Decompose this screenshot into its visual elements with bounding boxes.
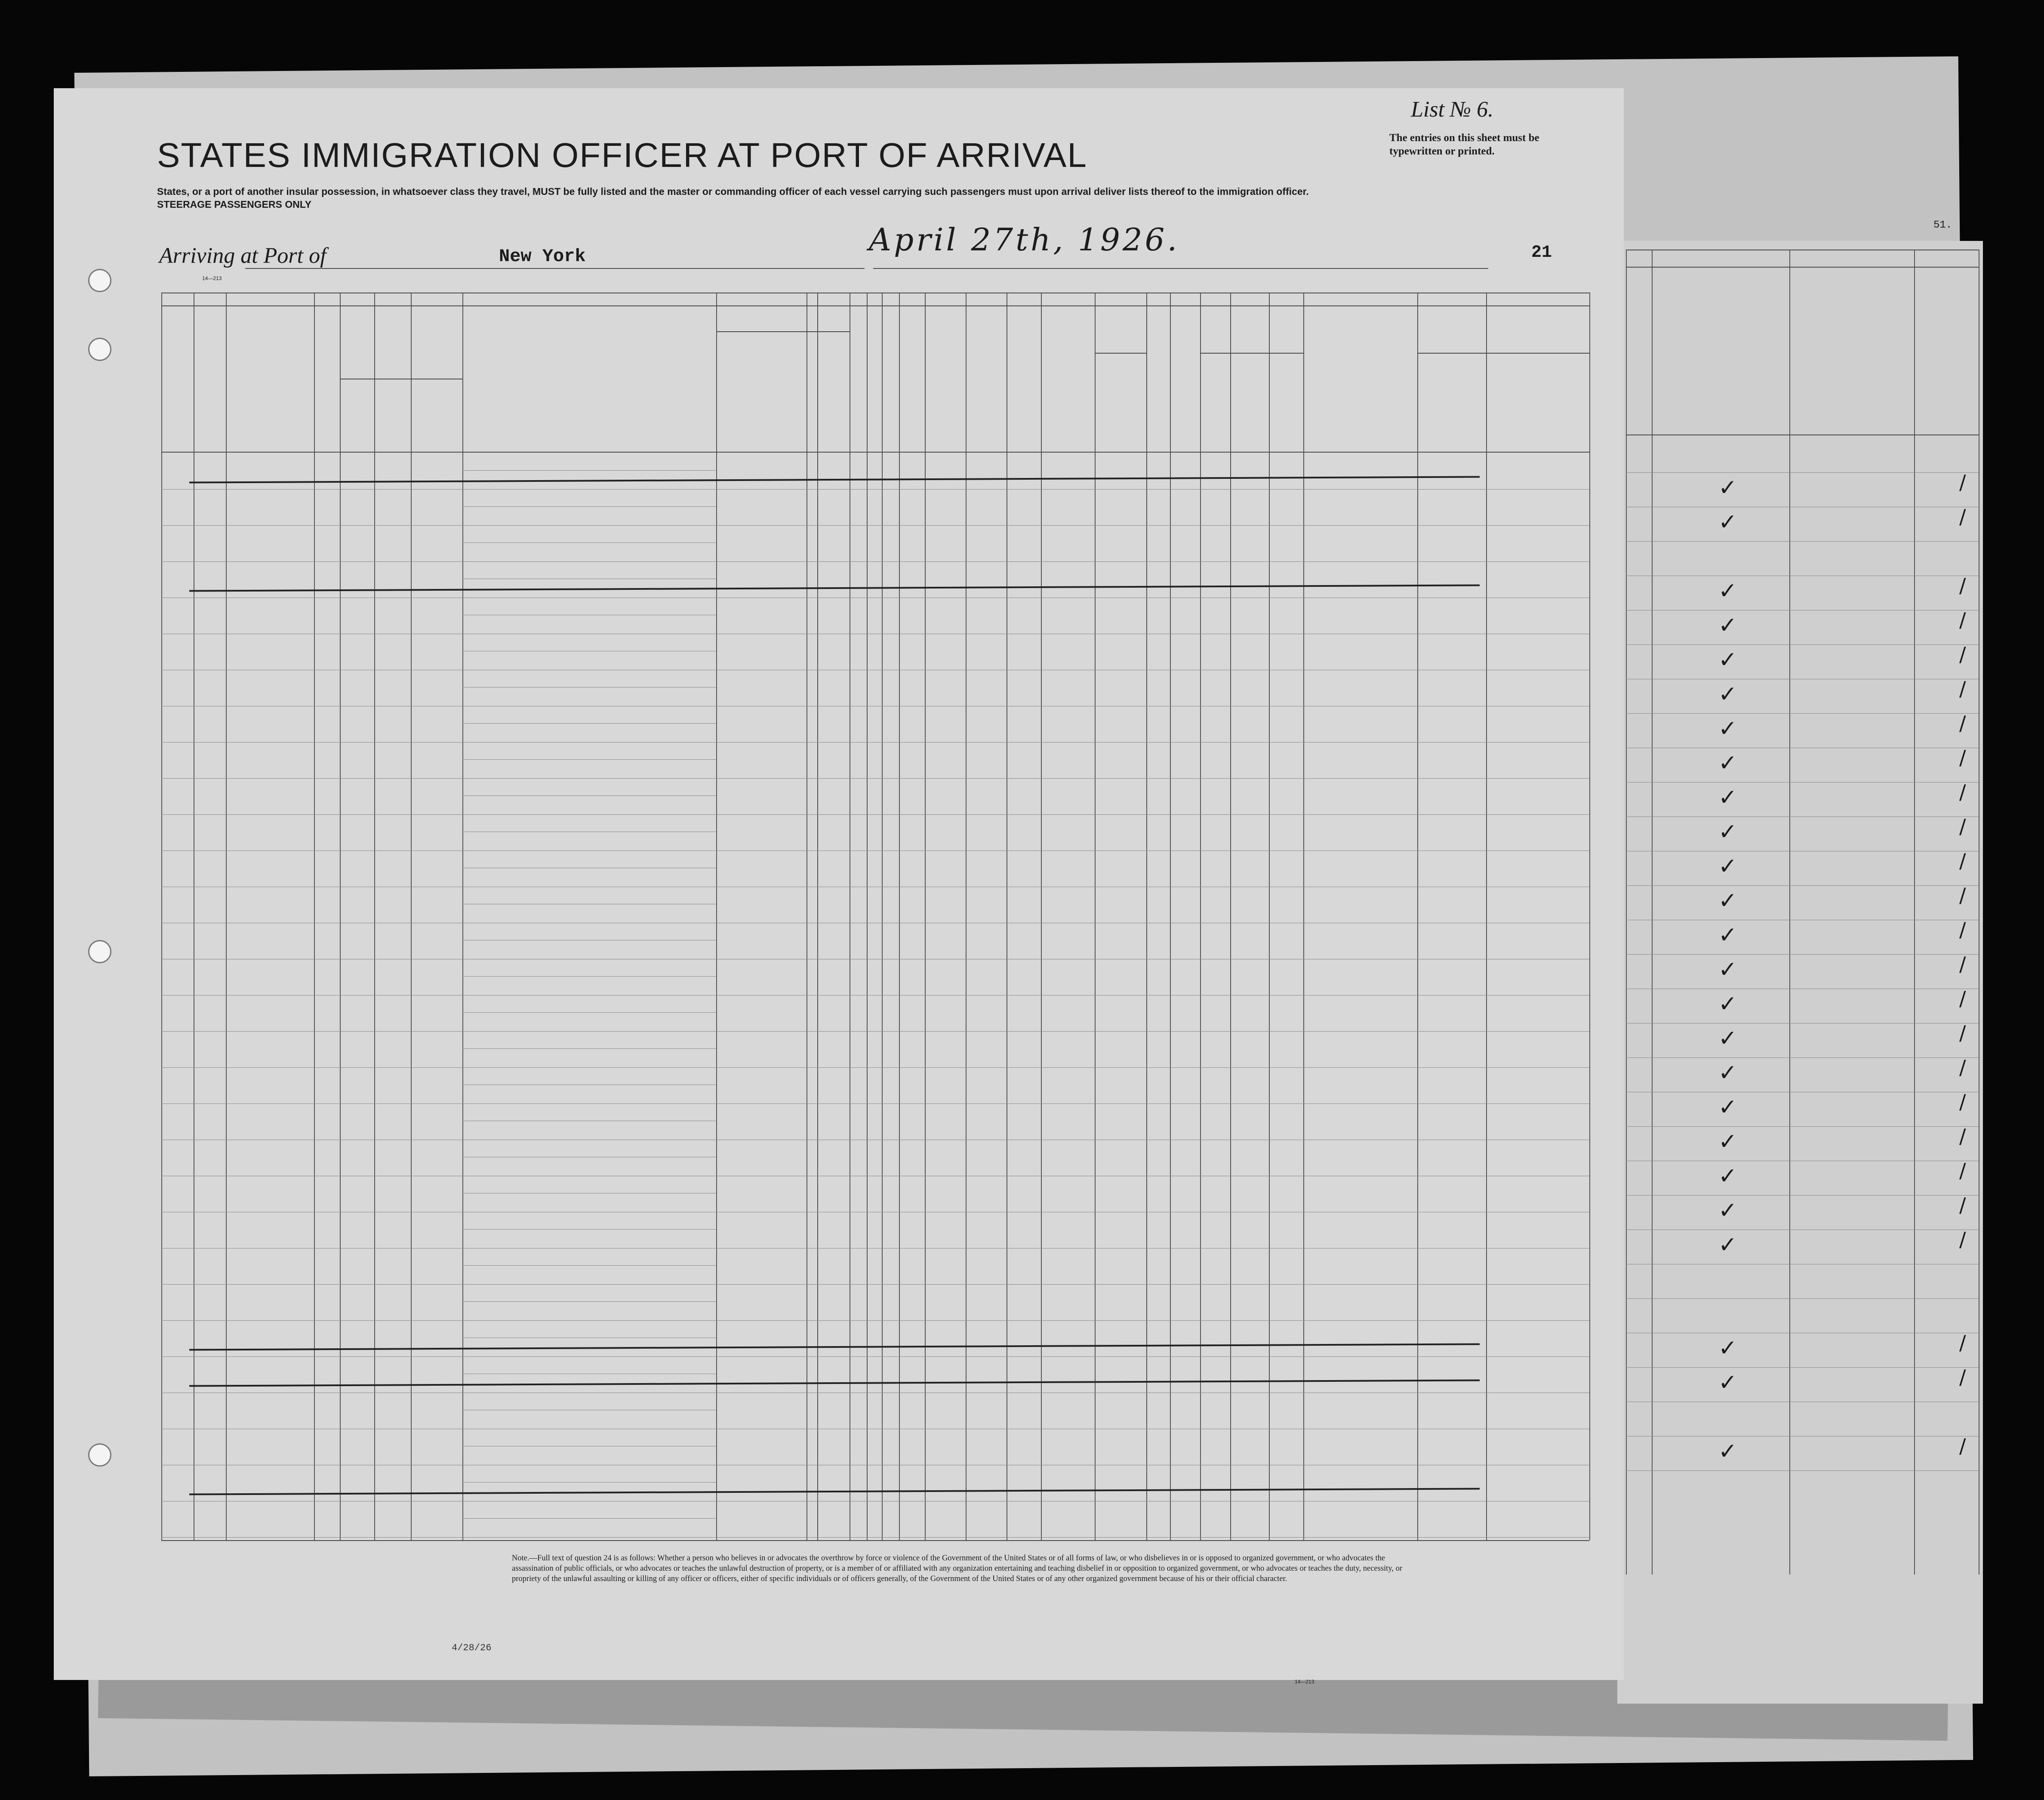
grid-line xyxy=(1914,250,1915,1575)
header-intends-return xyxy=(718,336,744,443)
list-number: List № 6. xyxy=(1411,97,1494,122)
row-rule xyxy=(1626,644,1979,645)
grid-line xyxy=(1095,353,1146,354)
header-money xyxy=(316,314,338,443)
steerage-label: STEERAGE PASSENGERS ONLY xyxy=(157,199,312,210)
row-rule xyxy=(462,1012,716,1013)
row-rule xyxy=(1626,1470,1979,1471)
sheet-number: 21 xyxy=(1531,243,1552,262)
check-mark-icon: / xyxy=(1959,1056,1966,1079)
row-rule xyxy=(1626,885,1979,886)
check-mark-icon: / xyxy=(1959,1193,1966,1217)
check-mark-icon: ✓ xyxy=(1718,578,1737,604)
check-mark-icon: ✓ xyxy=(1718,1370,1737,1396)
check-mark-icon: / xyxy=(1959,574,1966,597)
check-mark-icon: / xyxy=(1959,1090,1966,1113)
binder-hole xyxy=(88,269,111,292)
check-mark-icon: ✓ xyxy=(1718,1163,1737,1189)
row-rule xyxy=(462,542,716,543)
binder-hole xyxy=(88,338,111,361)
bottom-stamp: 4/28/26 xyxy=(452,1643,492,1653)
arriving-label: Arriving at Port of xyxy=(159,243,326,268)
grid-line xyxy=(1486,293,1487,1540)
grid-line xyxy=(1417,293,1418,1540)
check-mark-icon: ✓ xyxy=(1718,819,1737,845)
header-q26 xyxy=(972,318,1002,443)
row-rule xyxy=(161,1356,1589,1357)
check-mark-icon: ✓ xyxy=(1718,716,1737,742)
check-mark-icon: ✓ xyxy=(1718,1129,1737,1155)
check-mark-icon: ✓ xyxy=(1718,475,1737,501)
row-rule xyxy=(462,759,716,760)
grid-line xyxy=(1652,250,1653,1575)
footer-note: Note.—Full text of question 24 is as follows: Whether a person who believes in or advocates the overthrow by force or violence of the Government of the United States or of all forms of law, or who disbelieves in or is opposed to organized government, or who advocates the assassination of public officials, or who advocates or teaches the unlawful destruction of property, or is a member of or affiliated with any organization entertaining and teaching disbelief in or opposition to organized government, or who advocates or teaches the duty, necessity, or propriety of the unlawful assaulting or killing of any officer or officers, either of specific individuals or of officers generally, of the Government of the United States or of any other organized government because of his or their official character. xyxy=(512,1554,1403,1583)
check-mark-icon: / xyxy=(1959,677,1966,700)
row-rule xyxy=(1626,713,1979,714)
binder-hole xyxy=(88,1443,111,1467)
check-mark-icon: / xyxy=(1959,1159,1966,1182)
row-rule xyxy=(462,795,716,796)
grid-line xyxy=(1200,293,1201,1540)
visa-page xyxy=(1617,241,1983,1704)
check-mark-icon: ✓ xyxy=(1718,854,1737,879)
grid-line xyxy=(411,293,412,1540)
check-mark-icon: ✓ xyxy=(1718,1060,1737,1086)
check-mark-icon: ✓ xyxy=(1718,1232,1737,1258)
row-rule xyxy=(161,561,1589,562)
grid-line xyxy=(1095,293,1096,1540)
check-mark-icon: ✓ xyxy=(1718,1439,1737,1464)
header-feet xyxy=(1105,400,1118,439)
grid-line xyxy=(716,331,850,332)
grid-line xyxy=(161,305,1589,306)
header-q25 xyxy=(929,318,961,443)
grid-line xyxy=(161,452,1589,453)
check-mark-icon: / xyxy=(1959,884,1966,907)
header-inches xyxy=(1127,400,1140,439)
row-rule xyxy=(1626,782,1979,783)
form-code: 14—213 xyxy=(202,275,222,281)
check-mark-icon: ✓ xyxy=(1718,750,1737,776)
check-mark-icon: / xyxy=(1959,746,1966,769)
check-mark-icon: ✓ xyxy=(1718,785,1737,811)
check-mark-icon: / xyxy=(1959,1365,1966,1389)
grid-line xyxy=(226,293,227,1540)
header-ticket xyxy=(196,314,222,443)
row-rule xyxy=(1626,1195,1979,1196)
grid-line xyxy=(1589,293,1590,1540)
instructions: The entries on this sheet must be typewritten or printed. xyxy=(1389,132,1539,157)
grid-line xyxy=(1417,353,1589,354)
check-mark-icon: / xyxy=(1959,952,1966,976)
row-rule xyxy=(462,723,716,724)
row-rule xyxy=(462,470,716,471)
check-mark-icon: / xyxy=(1959,1125,1966,1148)
grid-line xyxy=(161,293,162,1540)
row-rule xyxy=(462,976,716,977)
check-mark-icon: ✓ xyxy=(1718,681,1737,707)
grid-line xyxy=(1626,250,1627,1575)
row-rule xyxy=(1626,541,1979,542)
row-rule xyxy=(462,1265,716,1266)
header-anarchist xyxy=(884,318,897,443)
check-mark-icon: / xyxy=(1959,1228,1966,1251)
row-rule xyxy=(161,1031,1589,1032)
check-mark-icon: / xyxy=(1959,918,1966,941)
grid-line xyxy=(462,293,463,1540)
date-underline xyxy=(873,268,1488,269)
row-rule xyxy=(161,778,1589,779)
grid-line xyxy=(1303,293,1304,1540)
grid-line xyxy=(1269,293,1270,1540)
check-mark-icon: ✓ xyxy=(1718,509,1737,535)
arrival-date: April 27th, 1926. xyxy=(869,222,1180,258)
row-rule xyxy=(1626,1367,1979,1368)
grid-line xyxy=(1041,293,1042,1540)
header-length-stay xyxy=(774,336,796,443)
row-rule xyxy=(1626,1126,1979,1127)
row-rule xyxy=(1626,1298,1979,1299)
check-mark-icon: ✓ xyxy=(1718,991,1737,1017)
manifest-sheet xyxy=(54,88,1624,1680)
row-rule xyxy=(161,1067,1589,1068)
check-mark-icon: ✓ xyxy=(1718,957,1737,983)
row-rule xyxy=(161,1537,1589,1538)
grid-line xyxy=(314,293,315,1540)
check-mark-icon: / xyxy=(1959,1331,1966,1354)
port-value: New York xyxy=(499,246,586,267)
check-mark-icon: ✓ xyxy=(1718,647,1737,673)
check-mark-icon: / xyxy=(1959,1021,1966,1045)
row-rule xyxy=(1626,1057,1979,1058)
check-mark-icon: / xyxy=(1959,780,1966,804)
subtitle: States, or a port of another insular possession, in whatsoever class they travel, MUST be fully listed and the master or commanding officer of each vessel carrying such passengers must upon arrival deliver lists thereof to the immigration officer. xyxy=(157,186,1309,197)
row-rule xyxy=(1626,472,1979,473)
check-mark-icon: / xyxy=(1959,849,1966,872)
row-rule xyxy=(161,525,1589,526)
check-mark-icon: / xyxy=(1959,987,1966,1010)
check-mark-icon: ✓ xyxy=(1718,1198,1737,1224)
edge-number: 51. xyxy=(1933,219,1952,231)
check-mark-icon: / xyxy=(1959,505,1966,528)
check-mark-icon: ✓ xyxy=(1718,1094,1737,1120)
row-rule xyxy=(462,1301,716,1302)
header-q24 xyxy=(901,318,923,443)
binder-hole xyxy=(88,940,111,963)
page-title: STATES IMMIGRATION OFFICER AT PORT OF ARRIVAL xyxy=(157,136,1087,174)
port-underline xyxy=(245,268,865,269)
row-rule xyxy=(462,1048,716,1049)
check-mark-icon: ✓ xyxy=(1718,888,1737,914)
row-rule xyxy=(1626,954,1979,955)
row-rule xyxy=(462,1518,716,1519)
check-mark-icon: ✓ xyxy=(1718,613,1737,638)
check-mark-icon: / xyxy=(1959,471,1966,494)
row-rule xyxy=(161,1320,1589,1321)
header-citizen xyxy=(822,336,847,443)
check-mark-icon: / xyxy=(1959,815,1966,838)
grid-line xyxy=(1200,353,1303,354)
check-mark-icon: / xyxy=(1959,712,1966,735)
form-code: 14—213 xyxy=(1295,1679,1314,1685)
row-rule xyxy=(161,995,1589,996)
row-rule xyxy=(161,1103,1589,1104)
header-prison xyxy=(850,318,866,443)
row-rule xyxy=(462,1482,716,1483)
row-rule xyxy=(161,742,1589,743)
check-mark-icon: / xyxy=(1959,643,1966,666)
row-rule xyxy=(161,489,1589,490)
grid-line xyxy=(161,1540,1589,1541)
row-rule xyxy=(161,814,1589,815)
grid-line xyxy=(1789,250,1790,1575)
grid-line xyxy=(1626,267,1979,268)
header-polygamist xyxy=(869,318,881,443)
grid-line xyxy=(374,293,375,1540)
grid-line xyxy=(1170,293,1171,1540)
check-mark-icon: / xyxy=(1959,1434,1966,1458)
grid-line xyxy=(1230,293,1231,1540)
row-rule xyxy=(462,1229,716,1230)
row-rule xyxy=(161,1284,1589,1285)
check-mark-icon: ✓ xyxy=(1718,1026,1737,1051)
check-mark-icon: ✓ xyxy=(1718,1335,1737,1361)
check-mark-icon: / xyxy=(1959,608,1966,632)
check-mark-icon: ✓ xyxy=(1718,922,1737,948)
row-rule xyxy=(462,506,716,507)
grid-line xyxy=(340,293,341,1540)
grid-line xyxy=(1146,293,1147,1540)
